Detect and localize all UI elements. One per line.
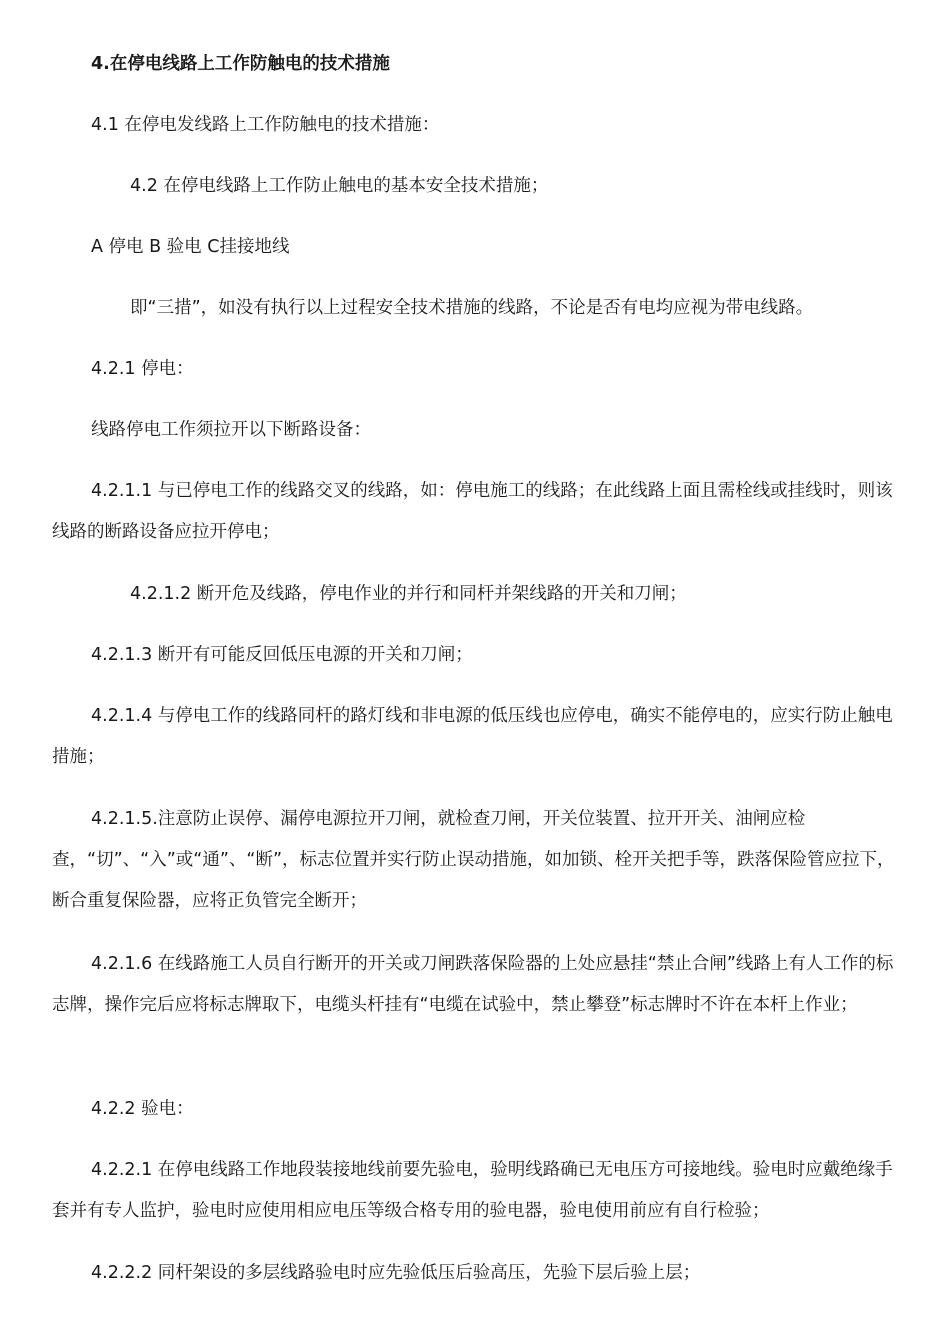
- paragraph-4-2-1-4: 4.2.1.4 与停电工作的线路同杆的路灯线和非电源的低压线也应停电，确实不能停电的，应实行防止触电措施；: [52, 706, 893, 767]
- section-heading: 4.在停电线路上工作防触电的技术措施: [91, 54, 390, 74]
- paragraph-4-2-1-1: 4.2.1.1 与已停电工作的线路交叉的线路，如：停电施工的线路；在此线路上面且需栓线或挂线时，则该线路的断路设备应拉开停电；: [52, 481, 893, 542]
- paragraph-4-2-2: 4.2.2 验电：: [91, 1099, 194, 1119]
- paragraph-4-2-2-1: 4.2.2.1 在停电线路工作地段装接地线前要先验电，验明线路确已无电压方可接地线。验电时应戴绝缘手套并有专人监护，验电时应使用相应电压等级合格专用的验电器，验电使用前应有自行检验；: [52, 1160, 893, 1221]
- paragraph-4-2-2-2: 4.2.2.2 同杆架设的多层线路验电时应先验低压后验高压，先验下层后验上层；: [91, 1263, 701, 1283]
- paragraph-abc-list: A 停电 B 验电 C挂接地线: [91, 237, 290, 257]
- paragraph-4-2-1-3: 4.2.1.3 断开有可能反回低压电源的开关和刀闸；: [91, 645, 473, 665]
- paragraph-4-2-1-5: 4.2.1.5.注意防止误停、漏停电源拉开刀闸，就检查刀闸，开关位装置、拉开开关、油闸应检查，“切”、“入”或“通”、“断”，标志位置并实行防止误动措施，如加锁、栓开关把手等，跌落保险管应拉下，断合重复保险器，应将正负管完全断开；: [52, 809, 895, 911]
- paragraph-4-2-1-2: 4.2.1.2 断开危及线路，停电作业的并行和同杆并架线路的开关和刀闸；: [130, 584, 687, 604]
- paragraph-breakers-intro: 线路停电工作须拉开以下断路设备：: [91, 420, 371, 440]
- paragraph-4-2-1: 4.2.1 停电：: [91, 359, 194, 379]
- paragraph-three-measures: 即“三措”，如没有执行以上过程安全技术措施的线路，不论是否有电均应视为带电线路。: [130, 298, 814, 318]
- paragraph-4-1: 4.1 在停电发线路上工作防触电的技术措施：: [91, 115, 440, 135]
- paragraph-4-2-1-6: 4.2.1.6 在线路施工人员自行断开的开关或刀闸跌落保险器的上处应悬挂“禁止合闸”线路上有人工作的标志牌，操作完后应将标志牌取下，电缆头杆挂有“电缆在试验中，禁止攀登”标志牌时不许在本杆上作业；: [52, 954, 894, 1015]
- paragraph-4-2: 4.2 在停电线路上工作防止触电的基本安全技术措施；: [130, 176, 549, 196]
